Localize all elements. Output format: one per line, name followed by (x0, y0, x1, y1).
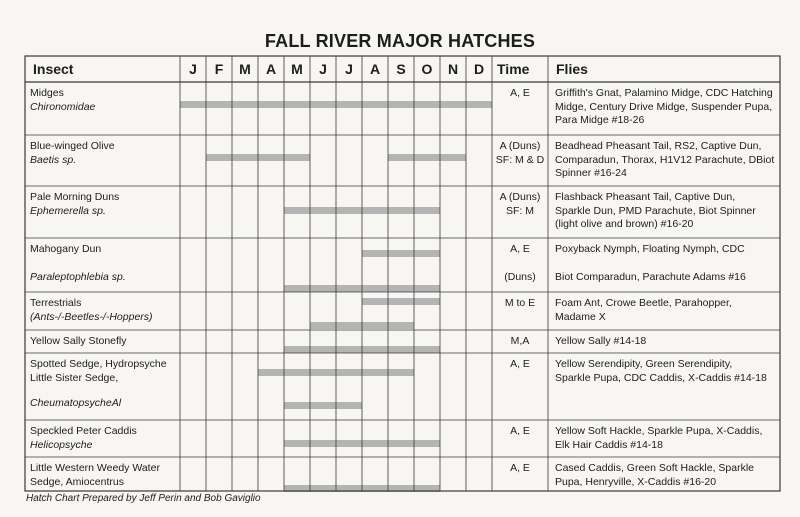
insect-scientific-name: Paraleptophlebia sp. (30, 270, 126, 283)
flies-cell (555, 87, 778, 134)
fly-pattern-line: Para Midge #18-26 (555, 114, 645, 126)
time-value: (Duns) (504, 270, 536, 283)
fly-pattern-line: Griffith's Gnat, Palamino Midge, CDC Hatching (555, 87, 773, 99)
time-value: A, E (510, 462, 530, 474)
fly-pattern-line: Poxyback Nymph, Floating Nymph, CDC (555, 243, 745, 255)
fly-pattern-line: Madame X (555, 310, 606, 323)
insect-cell (30, 462, 177, 490)
header-month: D (473, 61, 485, 77)
insect-cell (30, 335, 177, 352)
flies-cell (555, 191, 778, 237)
header-month: J (345, 61, 353, 77)
flies-cell (555, 425, 778, 456)
header-month: J (319, 61, 327, 77)
time-value: A (Duns) (499, 191, 541, 203)
fly-pattern-line: Cased Caddis, Green Soft Hackle, Sparkle (555, 462, 755, 474)
fly-pattern-line: (light olive and brown) #16-20 (555, 218, 694, 230)
insect-scientific-name: Baetis sp. (30, 153, 77, 166)
insect-cell (30, 358, 177, 419)
fly-pattern-line: Yellow Soft Hackle, Sparkle Pupa, X-Caddis, (555, 425, 763, 437)
header-month: N (447, 61, 459, 77)
time-value: A, E (510, 87, 530, 99)
insect-name: Mahogany Dun (30, 243, 102, 255)
insect-name: Yellow Sally Stonefly (30, 335, 127, 347)
header-month: M (291, 61, 303, 77)
header-month: A (369, 61, 381, 77)
insect-cell (30, 140, 177, 185)
insect-cell (30, 297, 177, 329)
flies-cell (555, 140, 778, 185)
fly-pattern-line: Biot Comparadun, Parachute Adams #16 (555, 270, 746, 283)
hatch-bar (388, 154, 466, 161)
insect-name: Spotted Sedge, Hydropsyche (30, 358, 167, 370)
fly-pattern-line: Spinner #16-24 (555, 167, 627, 179)
time-cell (492, 243, 548, 291)
insect-scientific-name: CheumatopsycheAl (30, 397, 122, 409)
time-value: SF: M & D (495, 153, 545, 166)
hatch-bar (362, 298, 440, 305)
insect-scientific-name: Helicopsyche (30, 438, 93, 451)
fly-pattern-line: Sparkle Dun, PMD Parachute, Biot Spinner (555, 204, 756, 217)
insect-name-line2: Sedge, Amiocentrus (30, 475, 124, 488)
hatch-bar (362, 250, 440, 257)
header-month: O (421, 61, 433, 77)
time-value: A, E (510, 243, 530, 255)
time-cell (492, 335, 548, 352)
insect-scientific-name: (Ants-/-Beetles-/-Hoppers) (30, 310, 153, 323)
time-value: A, E (510, 358, 530, 370)
insect-scientific-name: Chironomidae (30, 100, 96, 113)
time-cell (492, 140, 548, 185)
insect-name: Pale Morning Duns (30, 191, 120, 203)
insect-cell (30, 191, 177, 237)
header-insect: Insect (33, 61, 74, 77)
insect-cell (30, 87, 177, 134)
time-value: M to E (504, 297, 536, 309)
flies-cell (555, 335, 778, 352)
flies-cell (555, 243, 778, 291)
fly-pattern-line: Beadhead Pheasant Tail, RS2, Captive Dun, (555, 140, 762, 152)
time-value: A, E (510, 425, 530, 437)
flies-cell (555, 297, 778, 329)
header-month: F (214, 61, 224, 77)
insect-name: Midges (30, 87, 64, 99)
fly-pattern-line: Foam Ant, Crowe Beetle, Parahopper, (555, 297, 732, 309)
time-cell (492, 358, 548, 419)
chart-title: FALL RIVER MAJOR HATCHES (264, 31, 536, 51)
insect-name: Speckled Peter Caddis (30, 425, 137, 437)
time-value: A (Duns) (499, 140, 541, 152)
insect-scientific-name: Ephemerella sp. (30, 204, 106, 217)
insect-name: Little Western Weedy Water (30, 462, 160, 474)
hatch-bar (284, 402, 362, 409)
time-value: M,A (510, 335, 530, 347)
header-month: M (239, 61, 251, 77)
footer-credit: Hatch Chart Prepared by Jeff Perin and Bob Gaviglio (26, 493, 261, 504)
insect-name: Blue-winged Olive (30, 140, 115, 152)
time-cell (492, 297, 548, 329)
fly-pattern-line: Elk Hair Caddis #14-18 (555, 438, 663, 451)
insect-name-line2: Little Sister Sedge, (30, 371, 119, 384)
insect-cell (30, 425, 177, 456)
fly-pattern-line: Pupa, Henryville, X-Caddis #16-20 (555, 475, 717, 488)
time-value: SF: M (506, 204, 534, 217)
flies-cell (555, 462, 778, 490)
insect-name: Terrestrials (30, 297, 82, 309)
insect-cell (30, 243, 177, 291)
time-cell (492, 425, 548, 456)
fly-pattern-line: Midge, Century Drive Midge, Suspender Pupa, (555, 100, 773, 113)
header-month: S (396, 61, 406, 77)
header-flies: Flies (556, 61, 588, 77)
time-cell (492, 462, 548, 490)
fly-pattern-line: Yellow Sally #14-18 (555, 335, 647, 347)
time-cell (492, 191, 548, 237)
fly-pattern-line: Flashback Pheasant Tail, Captive Dun, (555, 191, 736, 203)
header-month: A (265, 61, 277, 77)
time-cell (492, 87, 548, 134)
fly-pattern-line: Comparadun, Thorax, H1V12 Parachute, DBiot (555, 153, 775, 166)
fly-pattern-line: Yellow Serendipity, Green Serendipity, (555, 358, 733, 370)
flies-cell (555, 358, 778, 419)
fly-pattern-line: Sparkle Pupa, CDC Caddis, X-Caddis #14-18 (555, 371, 767, 384)
header-time: Time (497, 61, 530, 77)
header-month: J (189, 61, 197, 77)
